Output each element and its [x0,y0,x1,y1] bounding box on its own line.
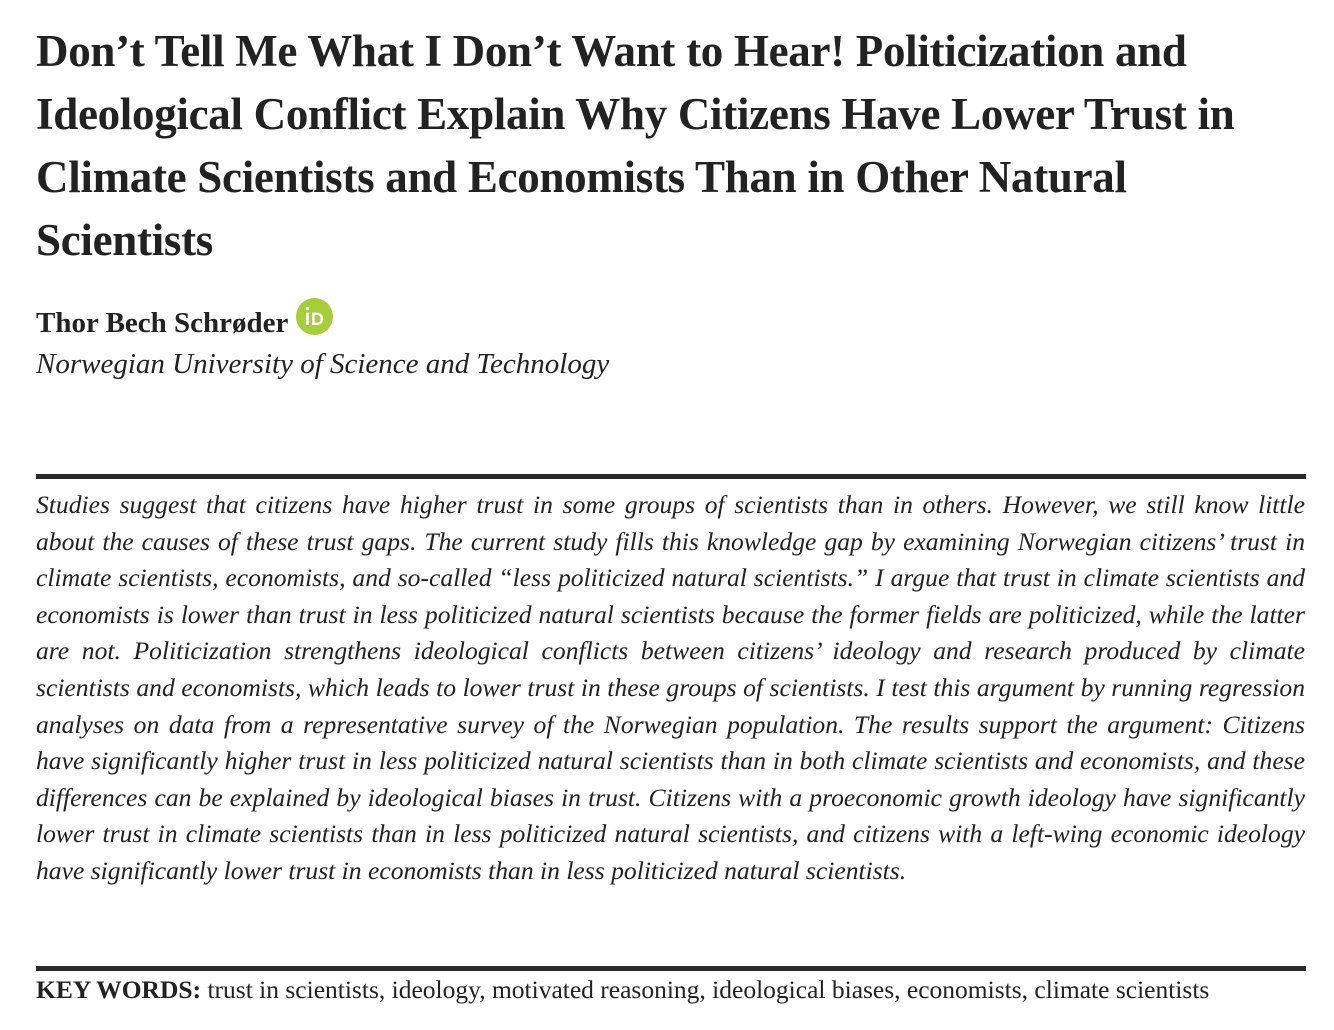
abstract-text: Studies suggest that citizens have higher trust in some groups of scientists than in others. However, we still know little about the causes of these trust gaps. The current study fills this knowledge gap by examining Norwegian citizens’ trust in climate scientists, economists, and so-called “less politicized natural scientists.” I argue that trust in climate scientists and economists is lower than trust in less politicized natural scientists because the former fields are politicized, while the latter are not. Politicization strengthens ideological conflicts between citizens’ ideology and research produced by climate scientists and economists, which leads to lower trust in these groups of scientists. I test this argument by running regression analyses on data from a representative survey of the Norwegian population. The results support the argument: Citizens have significantly higher trust in less politicized natural scientists than in both climate scientists and economists, and these differences can be explained by ideological biases in trust. Citizens with a proeconomic growth ideology have significantly lower trust in climate scientists than in less politicized natural scientists, and citizens with a left-wing economic ideology have significantly lower trust in economists than in less politicized natural scientists. [36,490,1305,885]
abstract-top-rule [36,474,1306,479]
keywords-text: trust in scientists, ideology, motivated reasoning, ideological biases, economists, climate scientists [207,975,1210,1004]
abstract-bottom-rule [36,966,1306,971]
paper-title: Don’t Tell Me What I Don’t Want to Hear! Politicization and Ideological Conflict Explain Why Citizens Have Lower Trust in Climate Scientists and Economists Than in Other Natural Scientists [36,26,1235,265]
author-row [36,298,333,348]
author-name: Thor Bech Schrøder [36,307,289,339]
orcid-icon[interactable] [296,298,333,335]
keywords-label: KEY WORDS: [36,975,202,1004]
author-affiliation: Norwegian University of Science and Technology [36,348,610,380]
keywords-line [36,972,1306,1008]
